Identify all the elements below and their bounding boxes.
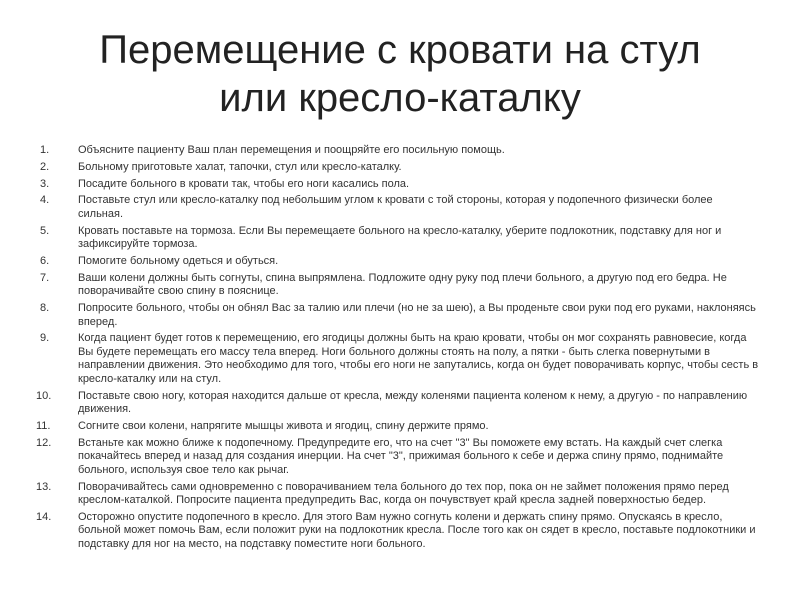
list-item — [30, 511, 760, 552]
list-item-text: Встаньте как можно ближе к подопечному. Предупредите его, что на счет "3" Вы поможете ему встать. На каждый счет слегка покачайтесь вперед и назад для создания инерции. На счет "3", прижимая больного к себе и держа спину прямо, поднимайте больного, используя свое тело как рычаг. — [78, 436, 724, 476]
list-item-number: 9. — [40, 332, 50, 345]
list-item-number: 7. — [40, 271, 50, 284]
list-item-text: Посадите больного в кровати так, чтобы его ноги касались пола. — [78, 177, 410, 190]
list-item-number: 13. — [36, 480, 52, 493]
list-item — [30, 178, 760, 192]
list-item — [30, 302, 760, 329]
list-item-number: 6. — [40, 254, 50, 267]
list-item-number: 4. — [40, 194, 50, 207]
list-item — [30, 161, 760, 175]
slide-title — [0, 26, 800, 122]
list-item-number: 8. — [40, 302, 50, 315]
list-item-text: Помогите больному одеться и обуться. — [78, 254, 279, 267]
list-item-number: 2. — [40, 160, 50, 173]
list-item-text: Кровать поставьте на тормоза. Если Вы перемещаете больного на кресло-каталку, уберите подлокотник, подставку для ног и зафиксируйте тормоза. — [78, 224, 722, 251]
list-item-text: Объясните пациенту Ваш план перемещения и поощряйте его посильную помощь. — [78, 144, 505, 156]
list-item-number: 5. — [40, 224, 50, 237]
instruction-list — [30, 144, 760, 555]
list-item-text: Попросите больного, чтобы он обнял Вас за талию или плечи (но не за шею), а Вы проденьте свои руки под его руками, наклоняясь вперед. — [78, 302, 756, 328]
list-item-text: Больному приготовьте халат, тапочки, стул или кресло-каталку. — [78, 160, 402, 173]
list-item-number: 1. — [40, 144, 50, 156]
list-item-number: 12. — [36, 436, 52, 449]
list-item — [30, 144, 760, 158]
list-item — [30, 225, 760, 252]
list-item-number: 14. — [36, 510, 52, 523]
list-item — [30, 272, 760, 299]
list-item-text: Поворачивайтесь сами одновременно с поворачиванием тела больного до тех пор, пока он не займет положения прямо перед креслом-каталкой. Попросите пациента предупредить Вас, когда он почувствует край кресла задней поверхностью бедер. — [78, 480, 729, 507]
list-item-text: Согните свои колени, напрягите мышцы живота и ягодиц, спину держите прямо. — [78, 419, 489, 432]
slide-title-line-1: Перемещение с кровати на стул — [99, 28, 701, 72]
list-item-text: Осторожно опустите подопечного в кресло. Для этого Вам нужно согнуть колени и держать спину прямо. Опускаясь в кресло, больной может помочь Вам, если положит руки на подлокотник кресла. После того как он сядет в кресло, поставьте подлокотники и подставку для ног на место, на подставку поместите ноги больного. — [78, 510, 756, 550]
list-item — [30, 390, 760, 417]
slide-title-line-2: или кресло-каталку — [219, 76, 581, 120]
list-item-text: Когда пациент будет готов к перемещению, его ягодицы должны быть на краю кровати, чтобы он мог сохранять равновесие, когда Вы будете перемещать его массу тела вперед. Ноги больного должны стоять на полу, а пятки - быть слегка повернутыми в направлении движения. Это необходимо для того, чтобы его ноги не запутались, когда он будет поворачивать корпус, чтобы сесть в кресло-каталку или на стул. — [78, 332, 759, 385]
list-item — [30, 332, 760, 386]
list-item — [30, 255, 760, 269]
list-item-text: Поставьте свою ногу, которая находится дальше от кресла, между коленями пациента коленом к нему, а другую - по направлению движения. — [78, 389, 748, 416]
list-item-number: 3. — [40, 177, 50, 190]
list-item — [30, 194, 760, 221]
list-item — [30, 437, 760, 478]
list-item-number: 11. — [36, 419, 51, 432]
list-item-text: Ваши колени должны быть согнуты, спина выпрямлена. Подложите одну руку под плечи больного, а другую под его бедра. Не поворачивайте свою спину в пояснице. — [78, 271, 727, 298]
list-item-number: 10. — [36, 389, 52, 402]
list-item — [30, 481, 760, 508]
list-item-text: Поставьте стул или кресло-каталку под небольшим углом к кровати с той стороны, которая у подопечного физически более сильная. — [78, 194, 713, 220]
list-item — [30, 420, 760, 434]
